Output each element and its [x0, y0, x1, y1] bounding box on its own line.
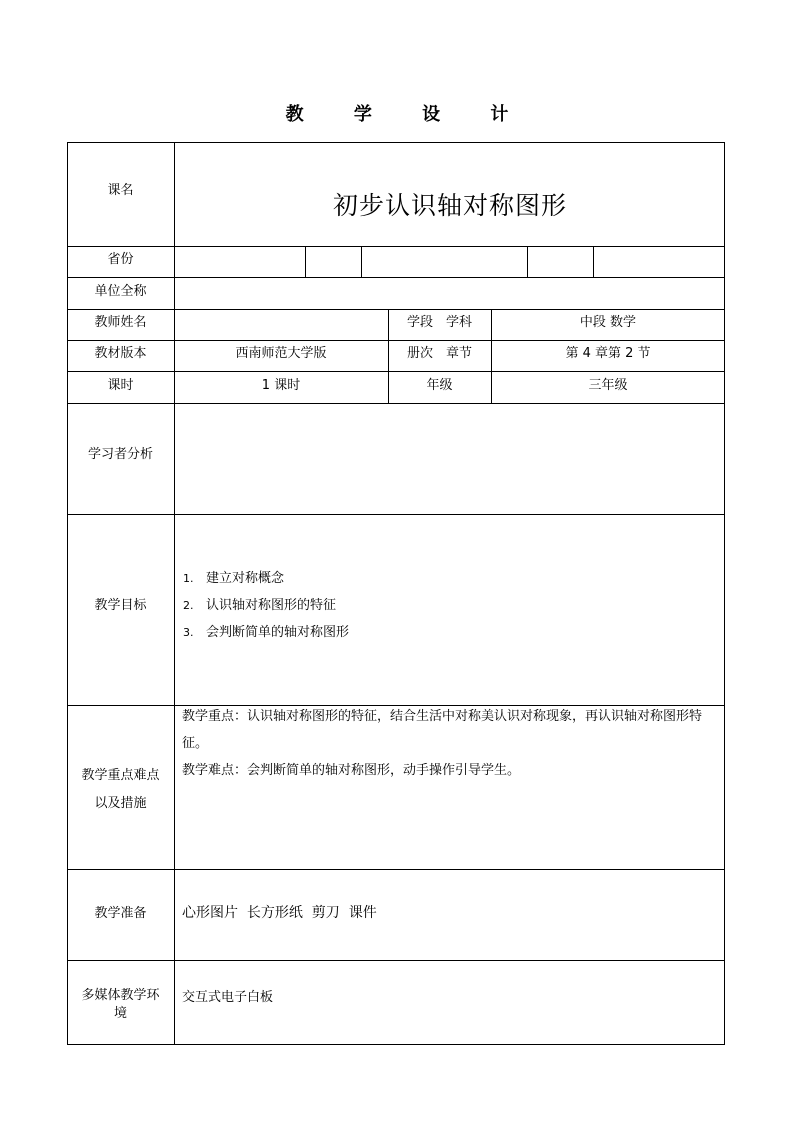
- period-label: 课时: [107, 378, 134, 393]
- column-divider: [361, 246, 362, 277]
- grade-label: 年级: [426, 378, 453, 393]
- multimedia-label-line1: 多媒体教学环: [81, 988, 160, 1003]
- school-label: 单位全称: [94, 284, 147, 299]
- teaching-difficulty: 教学难点：会判断简单的轴对称图形，动手操作引导学生。: [182, 763, 521, 778]
- row-divider: [67, 340, 725, 341]
- textbook-value: 西南师范大学版: [235, 346, 327, 361]
- list-text: 会判断简单的轴对称图形: [206, 625, 350, 640]
- row-divider: [67, 403, 725, 404]
- teacher-label: 教师姓名: [94, 315, 147, 330]
- objectives-list: [183, 570, 349, 651]
- row-divider: [67, 277, 725, 278]
- stage-subject-value: 中段 数学: [579, 315, 637, 330]
- objectives-label: 教学目标: [94, 598, 147, 613]
- teaching-focus: 教学重点：认识轴对称图形的特征，结合生活中对称美认识对称现象，再认识轴对称图形特征。: [182, 709, 703, 751]
- key-points-label: [67, 762, 174, 818]
- column-divider: [527, 246, 528, 277]
- list-text: 认识轴对称图形的特征: [206, 598, 337, 613]
- row-divider: [67, 960, 725, 961]
- list-number: 2.: [183, 599, 194, 612]
- column-divider: [174, 142, 175, 1045]
- list-number: 3.: [183, 626, 194, 639]
- list-item: [183, 570, 349, 597]
- multimedia-label: [67, 987, 174, 1023]
- row-divider: [67, 869, 725, 870]
- textbook-label: 教材版本: [94, 346, 147, 361]
- grade-value: 三年级: [588, 378, 628, 393]
- multimedia-value: 交互式电子白板: [182, 990, 274, 1005]
- column-divider: [593, 246, 594, 277]
- key-points-label-line1: 教学重点难点: [81, 768, 160, 783]
- multimedia-label-line2: 境: [113, 1006, 127, 1021]
- column-divider: [305, 246, 306, 277]
- key-points-label-line2: 以及措施: [94, 796, 147, 811]
- stage-subject-label: 学段 学科: [406, 315, 472, 330]
- row-divider: [67, 246, 725, 247]
- chapter-value: 第 4 章第 2 节: [565, 346, 651, 361]
- period-value: 1 课时: [261, 378, 301, 393]
- preparation-label: 教学准备: [94, 906, 147, 921]
- province-label: 省份: [107, 252, 134, 267]
- learner-analysis-label: 学习者分析: [87, 447, 153, 462]
- document-title: 教 学 设 计: [285, 104, 531, 125]
- list-item: [183, 597, 349, 624]
- row-divider: [67, 371, 725, 372]
- course-label: 课名: [107, 183, 134, 198]
- list-item: [183, 624, 349, 651]
- course-name: 初步认识轴对称图形: [332, 191, 567, 220]
- row-divider: [67, 309, 725, 310]
- list-text: 建立对称概念: [206, 571, 285, 586]
- list-number: 1.: [183, 572, 194, 585]
- preparation-value: 心形图片 长方形纸 剪刀 课件: [182, 905, 377, 921]
- chapter-label: 册次 章节: [406, 346, 472, 361]
- row-divider: [67, 514, 725, 515]
